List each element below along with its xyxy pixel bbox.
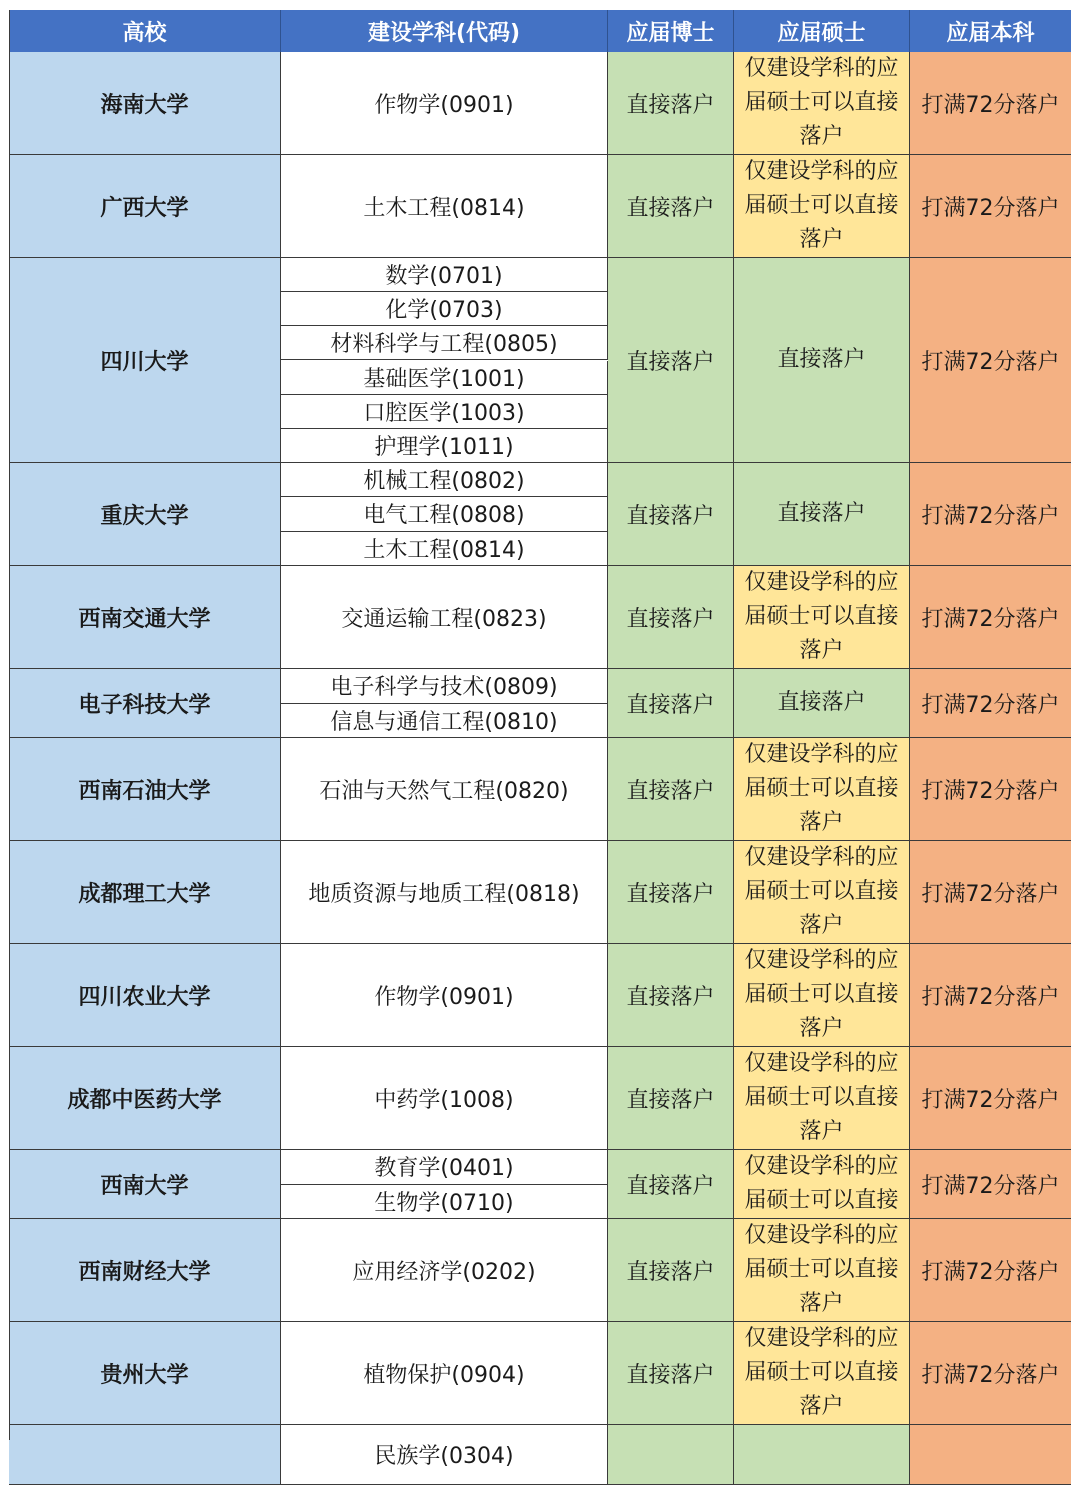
master-cell: 直接落户	[734, 463, 910, 566]
phd-cell: 直接落户	[608, 1047, 734, 1150]
header-subject: 建设学科(代码)	[281, 10, 608, 52]
master-cell: 仅建设学科的应届硕士可以直接落户	[734, 738, 910, 841]
subject-cell: 生物学(0710)	[281, 1185, 608, 1220]
university-cell: 西南大学	[9, 1150, 281, 1219]
university-cell: 海南大学	[9, 52, 281, 155]
bachelor-cell: 打满72分落户	[910, 463, 1071, 566]
bachelor-cell: 打满72分落户	[910, 669, 1071, 738]
phd-cell: 直接落户	[608, 841, 734, 944]
phd-cell: 直接落户	[608, 1322, 734, 1425]
phd-cell: 直接落户	[608, 1150, 734, 1219]
university-cell: 重庆大学	[9, 463, 281, 566]
master-cell: 直接落户	[734, 258, 910, 463]
phd-cell	[608, 1425, 734, 1485]
subject-cell: 石油与天然气工程(0820)	[281, 738, 608, 841]
university-cell: 成都理工大学	[9, 841, 281, 944]
master-cell: 仅建设学科的应届硕士可以直接落户	[734, 52, 910, 155]
subject-cell: 信息与通信工程(0810)	[281, 704, 608, 739]
master-cell: 仅建设学科的应届硕士可以直接落户	[734, 944, 910, 1047]
subject-cell: 数学(0701)	[281, 258, 608, 292]
master-cell: 直接落户	[734, 669, 910, 738]
master-cell	[734, 1425, 910, 1485]
subject-cell: 作物学(0901)	[281, 944, 608, 1047]
subject-cell: 中药学(1008)	[281, 1047, 608, 1150]
bachelor-cell: 打满72分落户	[910, 738, 1071, 841]
bachelor-cell: 打满72分落户	[910, 1150, 1071, 1219]
bachelor-cell: 打满72分落户	[910, 258, 1071, 463]
university-cell: 贵州大学	[9, 1322, 281, 1425]
bachelor-cell	[910, 1425, 1071, 1485]
bachelor-cell: 打满72分落户	[910, 944, 1071, 1047]
university-cell: 四川大学	[9, 258, 281, 463]
subject-cell: 交通运输工程(0823)	[281, 566, 608, 669]
phd-cell: 直接落户	[608, 463, 734, 566]
phd-cell: 直接落户	[608, 1219, 734, 1322]
university-cell: 西南交通大学	[9, 566, 281, 669]
subject-cell: 护理学(1011)	[281, 429, 608, 463]
master-cell: 仅建设学科的应届硕士可以直接落户	[734, 1047, 910, 1150]
university-cell: 四川农业大学	[9, 944, 281, 1047]
subject-cell: 化学(0703)	[281, 292, 608, 326]
subject-cell: 应用经济学(0202)	[281, 1219, 608, 1322]
bachelor-cell: 打满72分落户	[910, 52, 1071, 155]
phd-cell: 直接落户	[608, 944, 734, 1047]
bachelor-cell: 打满72分落户	[910, 1219, 1071, 1322]
phd-cell: 直接落户	[608, 669, 734, 738]
subject-cell: 土木工程(0814)	[281, 155, 608, 258]
subject-cell: 材料科学与工程(0805)	[281, 326, 608, 360]
master-cell: 仅建设学科的应届硕士可以直接落户	[734, 1322, 910, 1425]
university-cell: 西南财经大学	[9, 1219, 281, 1322]
phd-cell: 直接落户	[608, 258, 734, 463]
subject-cell: 电气工程(0808)	[281, 497, 608, 531]
subject-cell: 电子科学与技术(0809)	[281, 669, 608, 704]
subject-cell: 植物保护(0904)	[281, 1322, 608, 1425]
phd-cell: 直接落户	[608, 566, 734, 669]
phd-cell: 直接落户	[608, 738, 734, 841]
subject-cell: 机械工程(0802)	[281, 463, 608, 497]
subject-cell: 土木工程(0814)	[281, 532, 608, 566]
master-cell: 仅建设学科的应届硕士可以直接落户	[734, 566, 910, 669]
subject-cell: 口腔医学(1003)	[281, 395, 608, 429]
header-bachelor: 应届本科	[910, 10, 1071, 52]
phd-cell: 直接落户	[608, 155, 734, 258]
master-cell: 仅建设学科的应届硕士可以直接落户	[734, 1219, 910, 1322]
subject-cell: 教育学(0401)	[281, 1150, 608, 1185]
university-cell: 电子科技大学	[9, 669, 281, 738]
subject-cell: 地质资源与地质工程(0818)	[281, 841, 608, 944]
bachelor-cell: 打满72分落户	[910, 1047, 1071, 1150]
university-cell: 西南石油大学	[9, 738, 281, 841]
master-cell: 仅建设学科的应届硕士可以直接落户	[734, 841, 910, 944]
subject-cell: 作物学(0901)	[281, 52, 608, 155]
bachelor-cell: 打满72分落户	[910, 841, 1071, 944]
master-cell: 仅建设学科的应届硕士可以直接	[734, 1150, 910, 1219]
phd-cell: 直接落户	[608, 52, 734, 155]
header-phd: 应届博士	[608, 10, 734, 52]
subject-cell: 民族学(0304)	[281, 1425, 608, 1485]
header-master: 应届硕士	[734, 10, 910, 52]
subject-cell: 基础医学(1001)	[281, 361, 608, 395]
university-cell: 广西大学	[9, 155, 281, 258]
master-cell: 仅建设学科的应届硕士可以直接落户	[734, 155, 910, 258]
table-left-border	[9, 10, 10, 1440]
bachelor-cell: 打满72分落户	[910, 1322, 1071, 1425]
bachelor-cell: 打满72分落户	[910, 155, 1071, 258]
university-cell: 成都中医药大学	[9, 1047, 281, 1150]
header-university: 高校	[9, 10, 281, 52]
university-cell	[9, 1425, 281, 1485]
bachelor-cell: 打满72分落户	[910, 566, 1071, 669]
